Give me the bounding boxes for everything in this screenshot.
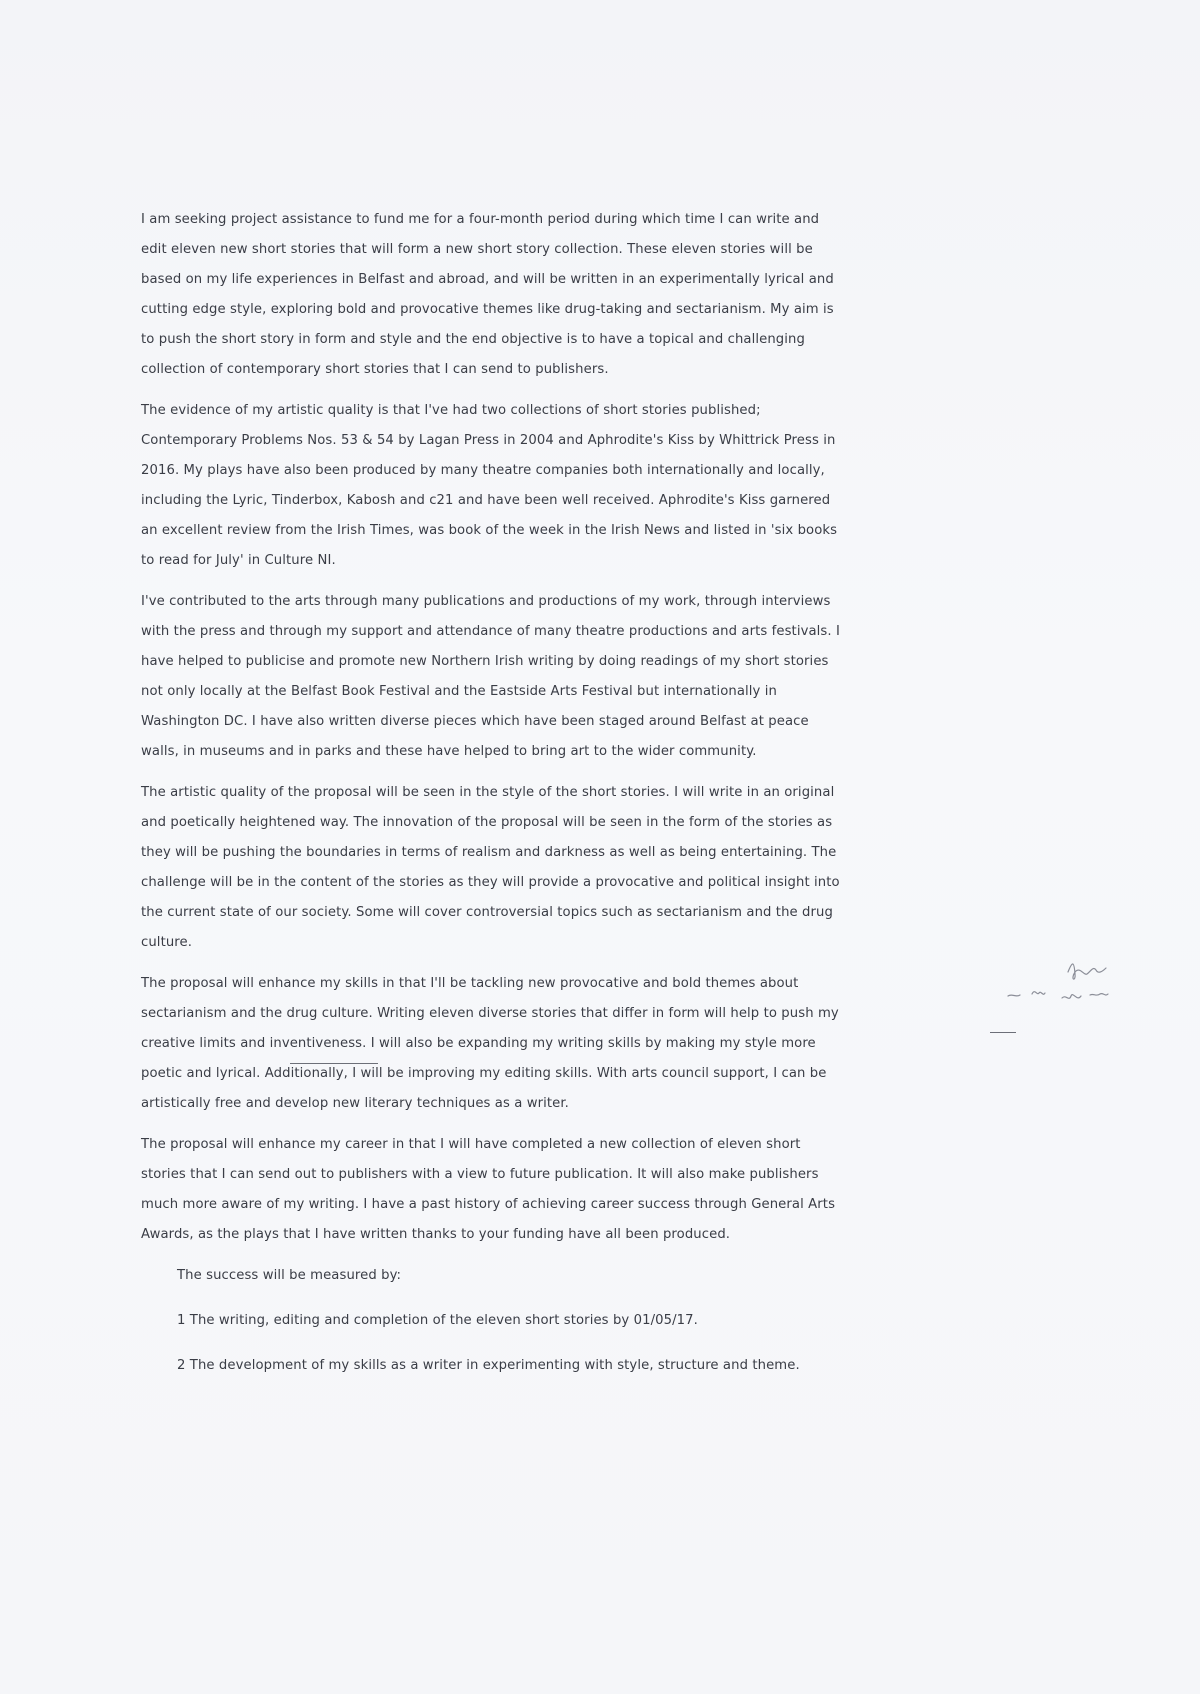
document-body [141,205,1071,1396]
measure-item: 2 The development of my skills as a writer in experimenting with style, structure and theme. [177,1358,800,1373]
paragraph-artistic-evidence: The evidence of my artistic quality is that I've had two collections of short stories published; Contemporary Problems Nos. 53 & 54 by Lagan Press in 2004 and Aphrodite's Kiss by Whittrick Press in 2016. My plays have also been produced by many theatre companies both internationally and locally, including the Lyric, Tinderbox, Kabosh and c21 and have been well received. Aphrodite's Kiss garnered an excellent review from the Irish Times, was book of the week in the Irish News and listed in 'six books to read for July' in Culture NI. [141,403,838,568]
paragraph-skills-enhancement: The proposal will enhance my skills in that I'll be tackling new provocative and bold themes about sectarianism and the drug culture. Writing eleven diverse stories that differ in form will help to push my creative limits and inventiveness. I will also be expanding my writing skills by making my style more poetic and lyrical. Additionally, I will be improving my editing skills. With arts council support, I can be artistically free and develop new literary techniques as a writer. [141,976,839,1111]
measure-item: 1 The writing, editing and completion of the eleven short stories by 01/05/17. [177,1313,698,1328]
paragraph-arts-contribution: I've contributed to the arts through many publications and productions of my work, through interviews with the press and through my support and attendance of many theatre productions and arts festivals. I have helped to publicise and promote new Northern Irish writing by doing readings of my short stories not only locally at the Belfast Book Festival and the Eastside Arts Festival but internationally in Washington DC. I have also written diverse pieces which have been staged around Belfast at peace walls, in museums and in parks and these have helped to bring art to the wider community. [141,594,840,759]
handwritten-margin-note [980,950,1160,1020]
strike-mark-culture [290,1063,378,1064]
paragraph-project-assistance: I am seeking project assistance to fund me for a four-month period during which time I can write and edit eleven new short stories that will form a new short story collection. These eleven stories will be based on my life experiences in Belfast and abroad, and will be written in an experimentally lyrical and cutting edge style, exploring bold and provocative themes like drug-taking and sectarianism. My aim is to push the short story in form and style and the end objective is to have a topical and challenging collection of contemporary short stories that I can send to publishers. [141,212,834,377]
paragraph-artistic-quality: The artistic quality of the proposal will be seen in the style of the short stories. I will write in an original and poetically heightened way. The innovation of the proposal will be seen in the form of the stories as they will be pushing the boundaries in terms of realism and darkness as well as being entertaining. The challenge will be in the content of the stories as they will provide a provocative and political insight into the current state of our society. Some will cover controversial topics such as sectarianism and the drug culture. [141,785,840,950]
success-heading: The success will be measured by: [177,1268,402,1283]
success-measures [177,1261,1071,1381]
strike-mark-about [990,1032,1016,1033]
handwriting-stroke [1068,964,1106,979]
paragraph-career-enhancement: The proposal will enhance my career in that I will have completed a new collection of eleven short stories that I can send out to publishers with a view to future publication. It will also make publishers much more aware of my writing. I have a past history of achieving career success through General Arts Awards, as the plays that I have written thanks to your funding have all been produced. [141,1137,836,1242]
handwriting-stroke [1008,992,1108,999]
